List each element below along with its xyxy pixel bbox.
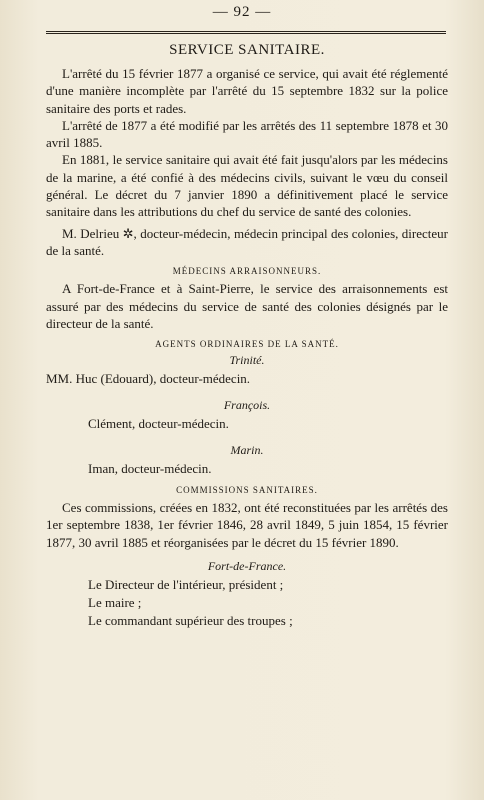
member-2: Le maire ; bbox=[88, 595, 142, 611]
member-3: Le commandant supérieur des troupes ; bbox=[88, 613, 293, 629]
place-francois: François. bbox=[223, 398, 271, 413]
paragraph-4: M. Delrieu ✲, docteur-médecin, médecin principal des colonies, directeur de la santé. bbox=[46, 225, 448, 258]
paragraph-2: L'arrêté de 1877 a été modifié par les arrêtés des 11 septembre 1878 et 30 avril 1885. bbox=[46, 117, 448, 151]
paragraph-arraisonneurs: A Fort-de-France et à Saint-Pierre, le service des arraisonnements est assuré par des médecins du service de santé des colonies désignés par le directeur de la santé. bbox=[46, 281, 448, 331]
agent-trinite: MM. Huc (Edouard), docteur-médecin. bbox=[46, 371, 251, 387]
heading-agents: AGENTS ORDINAIRES DE LA SANTÉ. bbox=[155, 339, 339, 350]
heading-arraisonneurs: MÉDECINS ARRAISONNEURS. bbox=[172, 266, 322, 277]
page-number: — 92 — bbox=[212, 4, 272, 20]
page-title: SERVICE SANITAIRE. bbox=[169, 42, 325, 58]
spacer bbox=[46, 551, 448, 555]
agent-francois: Clément, docteur-médecin. bbox=[88, 416, 229, 432]
place-trinite: Trinité. bbox=[229, 353, 265, 368]
paragraph-3: En 1881, le service sanitaire qui avait été fait jusqu'alors par les médecins de la marine, a été confié à des médecins civils, suivant le vœu du conseil général. Le décret du 7 janvier 1890 a définitivement placé le service sanitaire dans les attributions du chef du service de santé des colonies. bbox=[46, 152, 448, 220]
paragraph-commissions: Ces commissions, créées en 1832, ont été reconstituées par les arrêtés des 1er septembre 1838, 1er février 1846, 28 avril 1849, 5 juin 1854, 15 février 1877, 30 avril 1885 et réorganisées par le décret du 15 février 1890. bbox=[46, 500, 448, 550]
page-content bbox=[46, 42, 448, 630]
member-1: Le Directeur de l'intérieur, président ; bbox=[88, 577, 284, 593]
paragraph-1: L'arrêté du 15 février 1877 a organisé ce service, qui avait été réglementé d'une manière incomplète par l'arrêté du 15 septembre 1832 sur la police sanitaire des ports et rades. bbox=[46, 66, 448, 116]
agent-marin: Iman, docteur-médecin. bbox=[88, 461, 212, 477]
heading-commissions: COMMISSIONS SANITAIRES. bbox=[176, 485, 318, 496]
place-marin: Marin. bbox=[230, 443, 264, 458]
place-fort-de-france: Fort-de-France. bbox=[207, 559, 287, 574]
spacer bbox=[46, 433, 448, 439]
header-rule bbox=[46, 31, 446, 34]
spacer bbox=[46, 388, 448, 394]
